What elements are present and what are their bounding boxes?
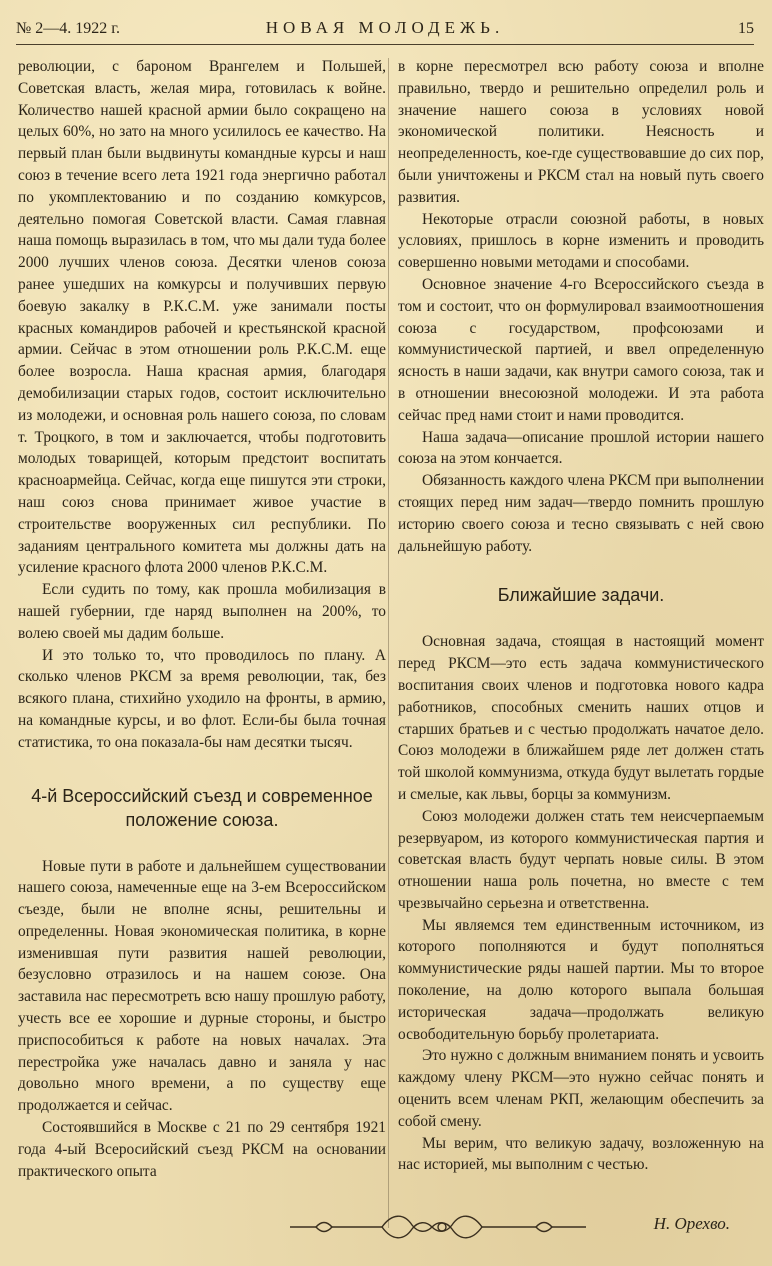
ornament-icon bbox=[286, 1212, 596, 1242]
paragraph: Мы верим, что великую задачу, возложенную на нас историей, мы выполним с честью. bbox=[398, 1134, 764, 1174]
paragraph: Некоторые отрасли союзной работы, в новых условиях, пришлось в корне изменить и проводить совершенно новыми методами и способами. bbox=[398, 210, 764, 272]
page-number: 15 bbox=[738, 20, 754, 37]
publication-title: НОВАЯ МОЛОДЕЖЬ. bbox=[265, 18, 505, 37]
paragraph: Обязанность каждого члена РКСМ при выполнении стоящих перед ним задач—твердо помнить прошлую историю своего союза и тесно связывать с ней свою дальнейшую работу. bbox=[398, 472, 764, 555]
paragraph: И это только то, что проводилось по плану. А сколько членов РКСМ за время революции, так, без всякого плана, стихийно уходило на фронты, в армию, на командные курсы, и во флот. Если-бы была точная статистика, то она показала-бы нам десятки тысяч. bbox=[18, 646, 386, 751]
section-heading: 4-й Всероссийский съезд и современное положение союза. bbox=[31, 785, 373, 830]
column-divider bbox=[388, 58, 389, 1228]
paragraph: Наша задача—описание прошлой истории нашего союза на этом кончается. bbox=[398, 428, 764, 468]
page-header bbox=[16, 14, 754, 45]
paragraph: Это нужно с должным вниманием понять и усвоить каждому члену РКСМ—это нужно сейчас понять и оценить всем членам РКП, желающим обеспечить за собой смену. bbox=[398, 1047, 764, 1130]
paragraph: Основное значение 4-го Всероссийского съезда в том и состоит, что он формулировал взаимоотношения союза с государством, профсоюзами и коммунистической партией, и ввел определенную ясность в наши задачи, как внутри самого союза, так и в отношении внесоюзной молодежи. И эта работа сейчас пред нами стоит и нами проводится. bbox=[398, 275, 764, 424]
issue-number: № 2—4. 1922 г. bbox=[16, 20, 121, 37]
paragraph: Мы являемся тем единственным источником, из которого пополняются и будут пополняться коммунистические ряды нашей партии. Мы то второе поколение, на долю которого выпала большая историческая задача—продолжать великую освободительную борьбу пролетариата. bbox=[398, 916, 764, 1043]
paragraph: Если судить по тому, как прошла мобилизация в нашей губернии, где наряд выполнен на 200%, то волею своей мы дадим больше. bbox=[18, 581, 386, 642]
paragraph: революции, с бароном Врангелем и Польшей, Советская власть, желая мира, готовилась к войне. Количество нашей красной армии было сокращено на целых 60%, но зато на много усилилось ее качество. На первый план были выдвинуты командные курсы и наш союз в течение всего лета 1921 года энергично работал по укомплектованию и по созданию комкурсов, деятельно помогая Советской власти. Самая главная наша помощь выразилась в том, что мы дали туда более 2000 лучших членов союза. Десятки членов союза ранее ушедших на комкурсы и получивших первую боевую закалку в Р.К.С.М. уже занимали посты красных командиров рабочей и крестьянской красной армии. Сейчас в этом отношении роль Р.К.С.М. еще более возросла. Наша красная армия, благодаря демобилизации старых годов, состоит исключительно из молодежи, и основная роль нашего союза, по словам т. Троцкого, в том и заключается, чтобы подготовить молодых товарищей, которым предстоит воспитать красноармейца. Сейчас, когда еще пишутся эти строки, наш союз снова принимает живое участие в строительстве вооруженных сил республики. По заданиям центрального комитета мы должны дать на усиление красного флота 2000 членов Р.К.С.М. bbox=[18, 58, 386, 577]
section-heading: Ближайшие задачи. bbox=[497, 585, 665, 606]
paragraph: Основная задача, стоящая в настоящий момент перед РКСМ—это есть задача коммунистического воспитания своих членов и подготовка нового кадра работников, способных сменить наших отцов и старших братьев и с честью продолжать начатое дело. Союз молодежи в ближайшем ряде лет должен стать той школой коммунизма, откуда будут вылетать гордые и смелые, как львы, борцы за коммунизм. bbox=[398, 633, 764, 803]
author-signature: Н. Орехво. bbox=[653, 1214, 730, 1233]
paragraph: Состоявшийся в Москве с 21 по 29 сентября 1921 года 4-ый Всеросийский съезд РКСМ на основании практического опыта bbox=[18, 1119, 386, 1180]
right-column bbox=[398, 56, 764, 1228]
paragraph: Союз молодежи должен стать тем неисчерпаемым резервуаром, из которого коммунистическая партия и советская власть будут черпать новые силы. В этом отношении наша роль почетна, но вместе с тем чрезвычайно серьезна и ответственна. bbox=[398, 807, 764, 912]
left-column bbox=[18, 56, 386, 1228]
paragraph: Новые пути в работе и дальнейшем существовании нашего союза, намеченные еще на 3-ем Всероссийском съезде, были не вполне ясны, решительны и определенны. Новая экономическая политика, в корне изменившая пути развития нашей революции, безусловно отразилось и на нашем союзе. Она заставила нас пересмотреть всю нашу прошлую работу, учесть все ее хорошие и дурные стороны, и быстро приспособиться к работе на новых началах. Эта перестройка уже началась давно и заняла у нас довольно много времени, а по существу еще продолжается и сейчас. bbox=[18, 857, 386, 1115]
paragraph: в корне пересмотрел всю работу союза и вполне правильно, твердо и решительно определил роль и значение нашего союза в условиях новой экономической политики. Неясность и неопределенность, кое-где существовавшие до сих пор, были уничтожены и РКСМ стал на новый путь своего развития. bbox=[398, 58, 764, 206]
